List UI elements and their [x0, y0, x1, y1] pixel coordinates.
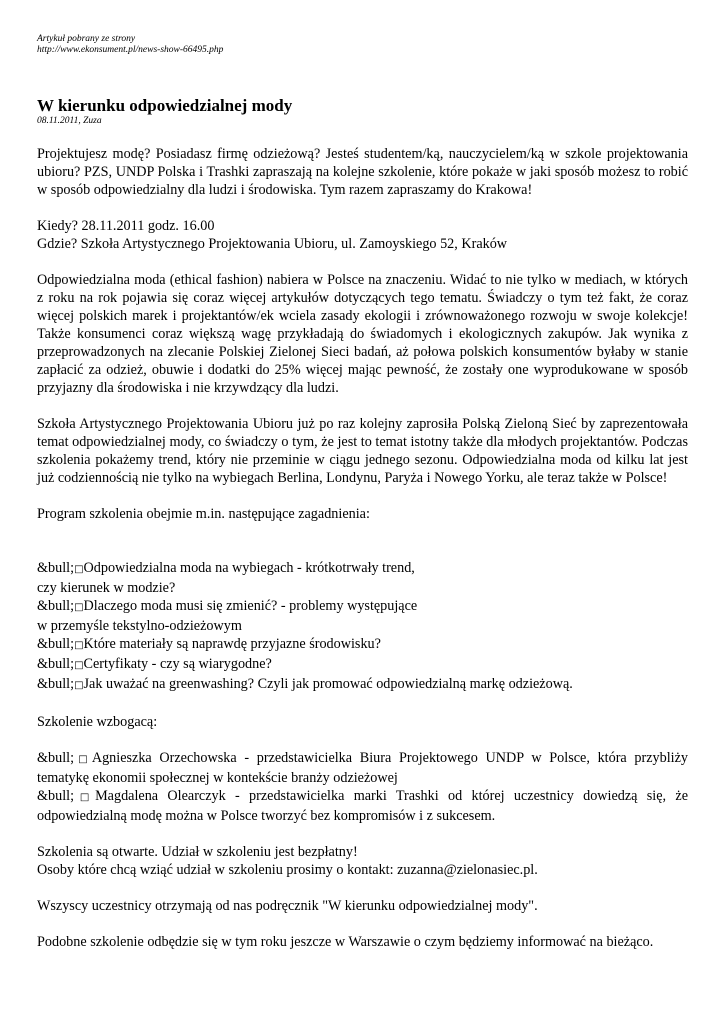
contact-info: Osoby które chcą wziąć udział w szkoleniu prosimy o kontakt: zuzanna@zielonasiec.pl.: [37, 862, 538, 878]
list-item: [37, 788, 688, 824]
open-info: Szkolenia są otwarte. Udział w szkoleniu jest bezpłatny!: [37, 844, 358, 860]
speaker-text: Magdalena Olearczyk - przedstawicielka marki Trashki od której uczestnicy dowiedzą się, że odpowiedzialną modę można w Polsce tworzyć bez kompromisów i z sukcesem.: [37, 788, 689, 824]
box-icon: □: [74, 754, 92, 765]
source-note: [37, 34, 688, 56]
box-icon: □: [74, 564, 84, 575]
source-label: Artykuł pobrany ze strony: [37, 34, 136, 44]
bullet-entity: &bull;: [37, 750, 75, 766]
program-item-text: Certyfikaty - czy są wiarygodne?: [83, 656, 272, 672]
event-details: [37, 217, 688, 253]
intro-paragraph: Projektujesz modę? Posiadasz firmę odzieżową? Jesteś studentem/ką, nauczycielem/ką w szkole projektowania ubioru? PZS, UNDP Polska i Trashki zapraszają na kolejne szkolenie, które pokaże w jaki sposób możesz to robić w sposób odpowiedzialny dla ludzi i środowiska. Tym razem zapraszamy do Krakowa!: [37, 146, 688, 198]
handbook-info: Wszyscy uczestnicy otrzymają od nas podręcznik "W kierunku odpowiedzialnej mody".: [37, 898, 538, 914]
article-body: [37, 145, 688, 951]
bullet-entity: &bull;: [37, 598, 75, 614]
box-icon: □: [74, 792, 96, 803]
list-item: [37, 560, 415, 596]
box-icon: □: [74, 602, 84, 613]
bullet-entity: &bull;: [37, 656, 75, 672]
program-item-text: Dlaczego moda musi się zmienić? - problemy występujące: [83, 598, 418, 614]
program-item-continuation: czy kierunek w modzie?: [37, 580, 176, 596]
paragraph-school: Szkoła Artystycznego Projektowania Ubioru już po raz kolejny zaprosiła Polską Zieloną Sieć by zaprezentowała temat odpowiedzialnej mody, co świadczy o tym, że jest to temat istotny także dla młodych projektantów. Podczas szkolenia pokażemy trend, który nie przeminie w ciągu jednego sezonu. Odpowiedzialna moda od kilku lat jest już codziennością nie tylko na wybiegach Berlina, Londynu, Paryża i Nowego Yorku, ale teraz także w Polsce!: [37, 416, 688, 486]
speakers-heading: Szkolenie wzbogacą:: [37, 714, 158, 730]
closing-note: Podobne szkolenie odbędzie się w tym roku jeszcze w Warszawie o czym będziemy informować na bieżąco.: [37, 934, 654, 950]
source-url: http://www.ekonsument.pl/news-show-66495.php: [37, 45, 224, 55]
speakers-list: [37, 749, 688, 825]
article-meta: 08.11.2011, Zuza: [37, 116, 102, 126]
event-when: Kiedy? 28.11.2011 godz. 16.00: [37, 218, 215, 234]
paragraph-ethical-fashion: Odpowiedzialna moda (ethical fashion) nabiera w Polsce na znaczeniu. Widać to nie tylko w mediach, w których z roku na rok pojawia się coraz więcej artykułów dotyczących tego tematu. Świadczy o tym też fakt, że coraz więcej polskich marek i projektantów/ek wciela zasady ekologii i zrównoważonego rozwoju w swoje kolekcje! Także konsumenci coraz większą wagę przykładają do świadomych i ekologicznych zakupów. Jak wynika z przeprowadzonych na zlecanie Polskiej Zielonej Sieci badań, aż połowa polskich konsumentów byłaby w stanie zapłacić za odzież, obuwie i dodatki do 25% więcej mając pewność, że zostały one wyprodukowane w sposób przyjazny dla środowiska i nie krzywdzący dla ludzi.: [37, 272, 688, 396]
event-where: Gdzie? Szkoła Artystycznego Projektowania Ubioru, ul. Zamoyskiego 52, Kraków: [37, 236, 508, 252]
bullet-entity: &bull;: [37, 636, 75, 652]
bullet-entity: &bull;: [37, 788, 75, 804]
program-item-continuation: w przemyśle tekstylno-odzieżowym: [37, 618, 242, 634]
program-item-text: Jak uważać na greenwashing? Czyli jak promować odpowiedzialną markę odzieżową.: [83, 676, 573, 692]
speaker-text: Agnieszka Orzechowska - przedstawicielka Biura Projektowego UNDP w Polsce, która przybliży tematykę ekonomii społecznej w kontekście branży odzieżowej: [37, 750, 688, 786]
list-item: [37, 656, 272, 672]
program-item-text: Odpowiedzialna moda na wybiegach - krótkotrwały trend,: [83, 560, 415, 576]
bullet-entity: &bull;: [37, 676, 75, 692]
box-icon: □: [74, 660, 84, 671]
list-item: [37, 598, 417, 634]
box-icon: □: [74, 640, 84, 651]
article-title: W kierunku odpowiedzialnej mody: [37, 96, 293, 115]
bullet-entity: &bull;: [37, 560, 75, 576]
program-heading: Program szkolenia obejmie m.in. następujące zagadnienia:: [37, 506, 370, 522]
list-item: [37, 750, 688, 786]
program-list: [37, 559, 688, 695]
box-icon: □: [74, 680, 84, 691]
list-item: [37, 636, 381, 652]
program-item-text: Które materiały są naprawdę przyjazne środowisku?: [83, 636, 381, 652]
participation-info: [37, 843, 688, 879]
list-item: [37, 676, 573, 692]
